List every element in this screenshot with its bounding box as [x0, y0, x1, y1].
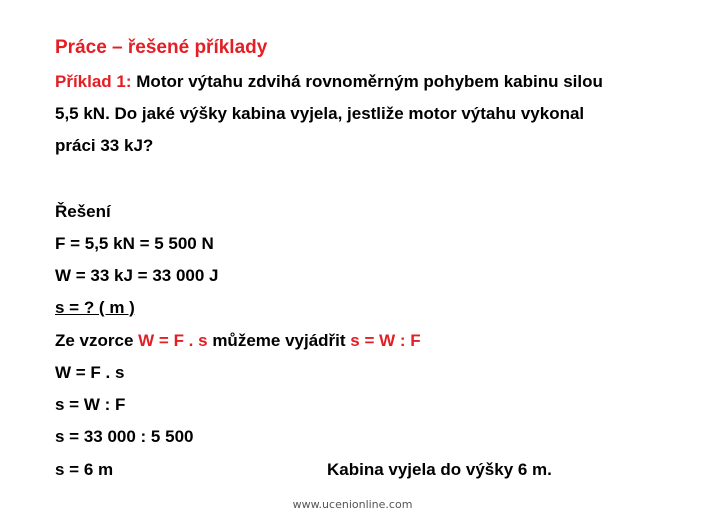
step-3: s = 33 000 : 5 500 — [55, 427, 194, 446]
example-text-1: Motor výtahu zdvihá rovnoměrným pohybem kabinu silou — [131, 72, 603, 91]
step-1: W = F . s — [55, 363, 125, 382]
result-line — [55, 460, 655, 480]
page-title: Práce – řešené příklady — [55, 37, 268, 58]
formula-mid: můžeme vyjádřit — [207, 331, 351, 350]
step-2: s = W : F — [55, 395, 126, 414]
formula-main: W = F . s — [138, 331, 208, 350]
example-line-1 — [55, 72, 603, 92]
given-force: F = 5,5 kN = 5 500 N — [55, 234, 214, 253]
unknown-distance: s = ? ( m ) — [55, 298, 135, 317]
example-line-3: práci 33 kJ? — [55, 136, 154, 155]
answer-text: Kabina vyjela do výšky 6 m. — [327, 460, 552, 479]
example-line-2: 5,5 kN. Do jaké výšky kabina vyjela, jestliže motor výtahu vykonal — [55, 104, 585, 123]
formula-derived: s = W : F — [350, 331, 421, 350]
formula-intro: Ze vzorce — [55, 331, 139, 350]
example-label: Příklad 1: — [55, 72, 132, 91]
solution-heading: Řešení — [55, 202, 111, 221]
given-work: W = 33 kJ = 33 000 J — [55, 266, 219, 285]
formula-line — [55, 331, 421, 351]
footer-watermark: www.ucenionline.com — [292, 498, 413, 511]
result-value: s = 6 m — [55, 460, 114, 479]
